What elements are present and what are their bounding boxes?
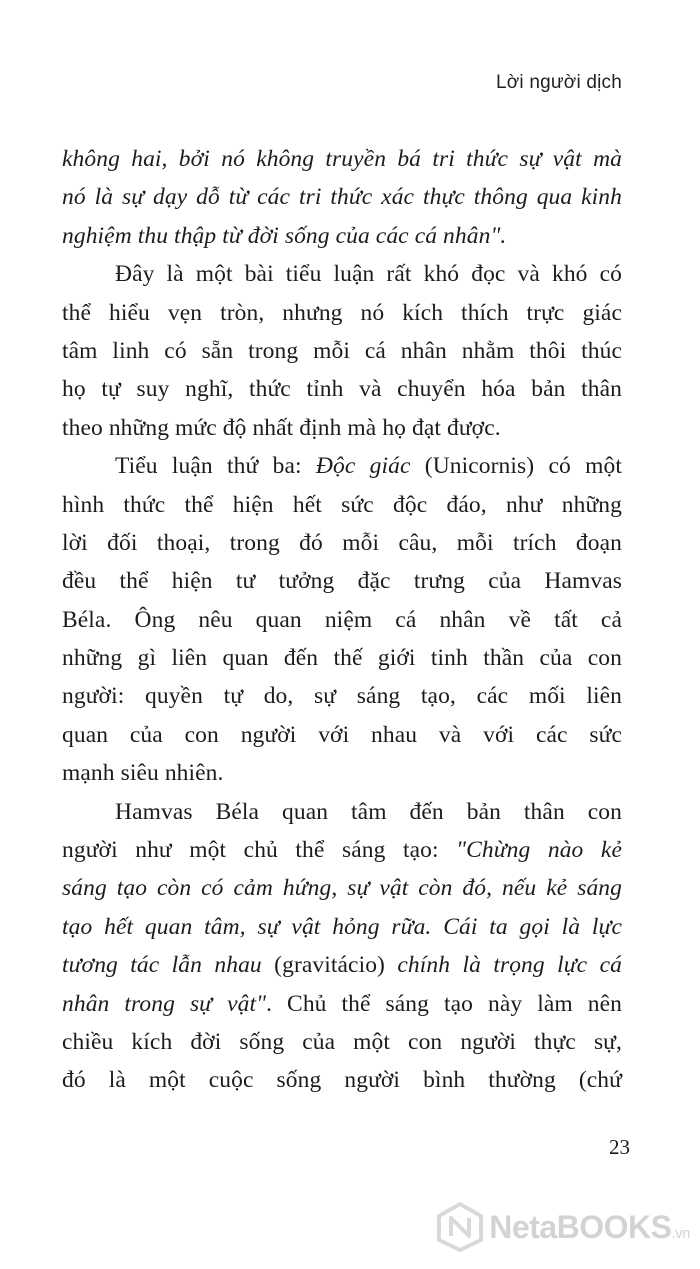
text-line	[62, 1061, 622, 1099]
italic-text: nhân trong sự vật"	[62, 990, 267, 1017]
text-line	[62, 601, 622, 639]
text-run: mạnh siêu nhiên.	[62, 760, 224, 787]
text-line	[62, 1023, 622, 1061]
text-line	[62, 562, 622, 600]
italic-text: tạo hết quan tâm, sự vật hỏng rữa. Cái ta gọi là lực	[62, 913, 622, 940]
text-line	[62, 370, 622, 408]
text-line	[62, 255, 622, 293]
text-line	[62, 985, 622, 1023]
text-run: . Chủ thể sáng tạo này làm nên	[266, 990, 622, 1017]
text-run: chiều kích đời sống của một con người thực sự,	[62, 1028, 622, 1055]
text-run: quan của con người với nhau và với các sức	[62, 721, 622, 748]
italic-text: sáng tạo còn có cảm hứng, sự vật còn đó, nếu kẻ sáng	[62, 875, 622, 902]
text-run: (gravitácio)	[261, 952, 398, 979]
text-line	[62, 524, 622, 562]
text-run: theo những mức độ nhất định mà họ đạt được.	[62, 414, 501, 441]
text-run: Hamvas Béla quan tâm đến bản thân con	[115, 798, 622, 825]
text-line	[62, 831, 622, 869]
body-text	[62, 140, 622, 1100]
text-run: đều thể hiện tư tưởng đặc trưng của Hamvas	[62, 568, 622, 595]
running-title: Lời người dịch	[496, 72, 622, 93]
text-run: lời đối thoại, trong đó mỗi câu, mỗi trích đoạn	[62, 529, 622, 556]
text-run: Béla. Ông nêu quan niệm cá nhân về tất cả	[62, 606, 622, 633]
text-line	[62, 217, 622, 255]
watermark-text: NetaBOOKS.vn	[489, 1208, 690, 1245]
text-line	[62, 908, 622, 946]
text-line	[62, 332, 622, 370]
text-run: hình thức thể hiện hết sức độc đáo, như những	[62, 491, 622, 518]
netabooks-logo-icon	[437, 1202, 483, 1252]
text-line	[62, 793, 622, 831]
text-line	[62, 409, 622, 447]
text-run: những gì liên quan đến thế giới tinh thần của con	[62, 645, 622, 672]
italic-text: "Chừng nào kẻ	[456, 837, 622, 864]
text-line	[62, 294, 622, 332]
text-line	[62, 486, 622, 524]
text-line	[62, 140, 622, 178]
text-run: người như một chủ thể sáng tạo:	[62, 837, 457, 864]
text-line	[62, 447, 622, 485]
text-run: Tiểu luận thứ ba:	[115, 453, 316, 480]
italic-text: chính là trọng lực cá	[397, 952, 622, 979]
text-line	[62, 639, 622, 677]
italic-text: nghiệm thu thập từ đời sống của các cá nhân".	[62, 222, 507, 249]
text-run: thể hiểu vẹn tròn, nhưng nó kích thích trực giác	[62, 299, 622, 326]
text-run: họ tự suy nghĩ, thức tỉnh và chuyển hóa bản thân	[62, 376, 622, 403]
italic-text: tương tác lẫn nhau	[62, 952, 262, 979]
text-run: đó là một cuộc sống người bình thường (chứ	[62, 1067, 622, 1094]
text-run: người: quyền tự do, sự sáng tạo, các mối liên	[62, 683, 622, 710]
text-line	[62, 754, 622, 792]
italic-text: không hai, bởi nó không truyền bá tri thức sự vật mà	[62, 146, 622, 172]
text-line	[62, 869, 622, 907]
text-run: Đây là một bài tiểu luận rất khó đọc và khó có	[115, 261, 622, 288]
text-line	[62, 178, 622, 216]
italic-text: Độc giác	[315, 453, 411, 480]
text-run: (Unicornis) có một	[410, 453, 622, 480]
text-line	[62, 946, 622, 984]
page-number: 23	[609, 1135, 630, 1159]
text-line	[62, 677, 622, 715]
text-line	[62, 716, 622, 754]
watermark	[437, 1202, 690, 1252]
italic-text: nó là sự dạy dỗ từ các tri thức xác thực thông qua kinh	[62, 184, 622, 211]
text-run: tâm linh có sẵn trong mỗi cá nhân nhằm thôi thúc	[62, 337, 622, 364]
